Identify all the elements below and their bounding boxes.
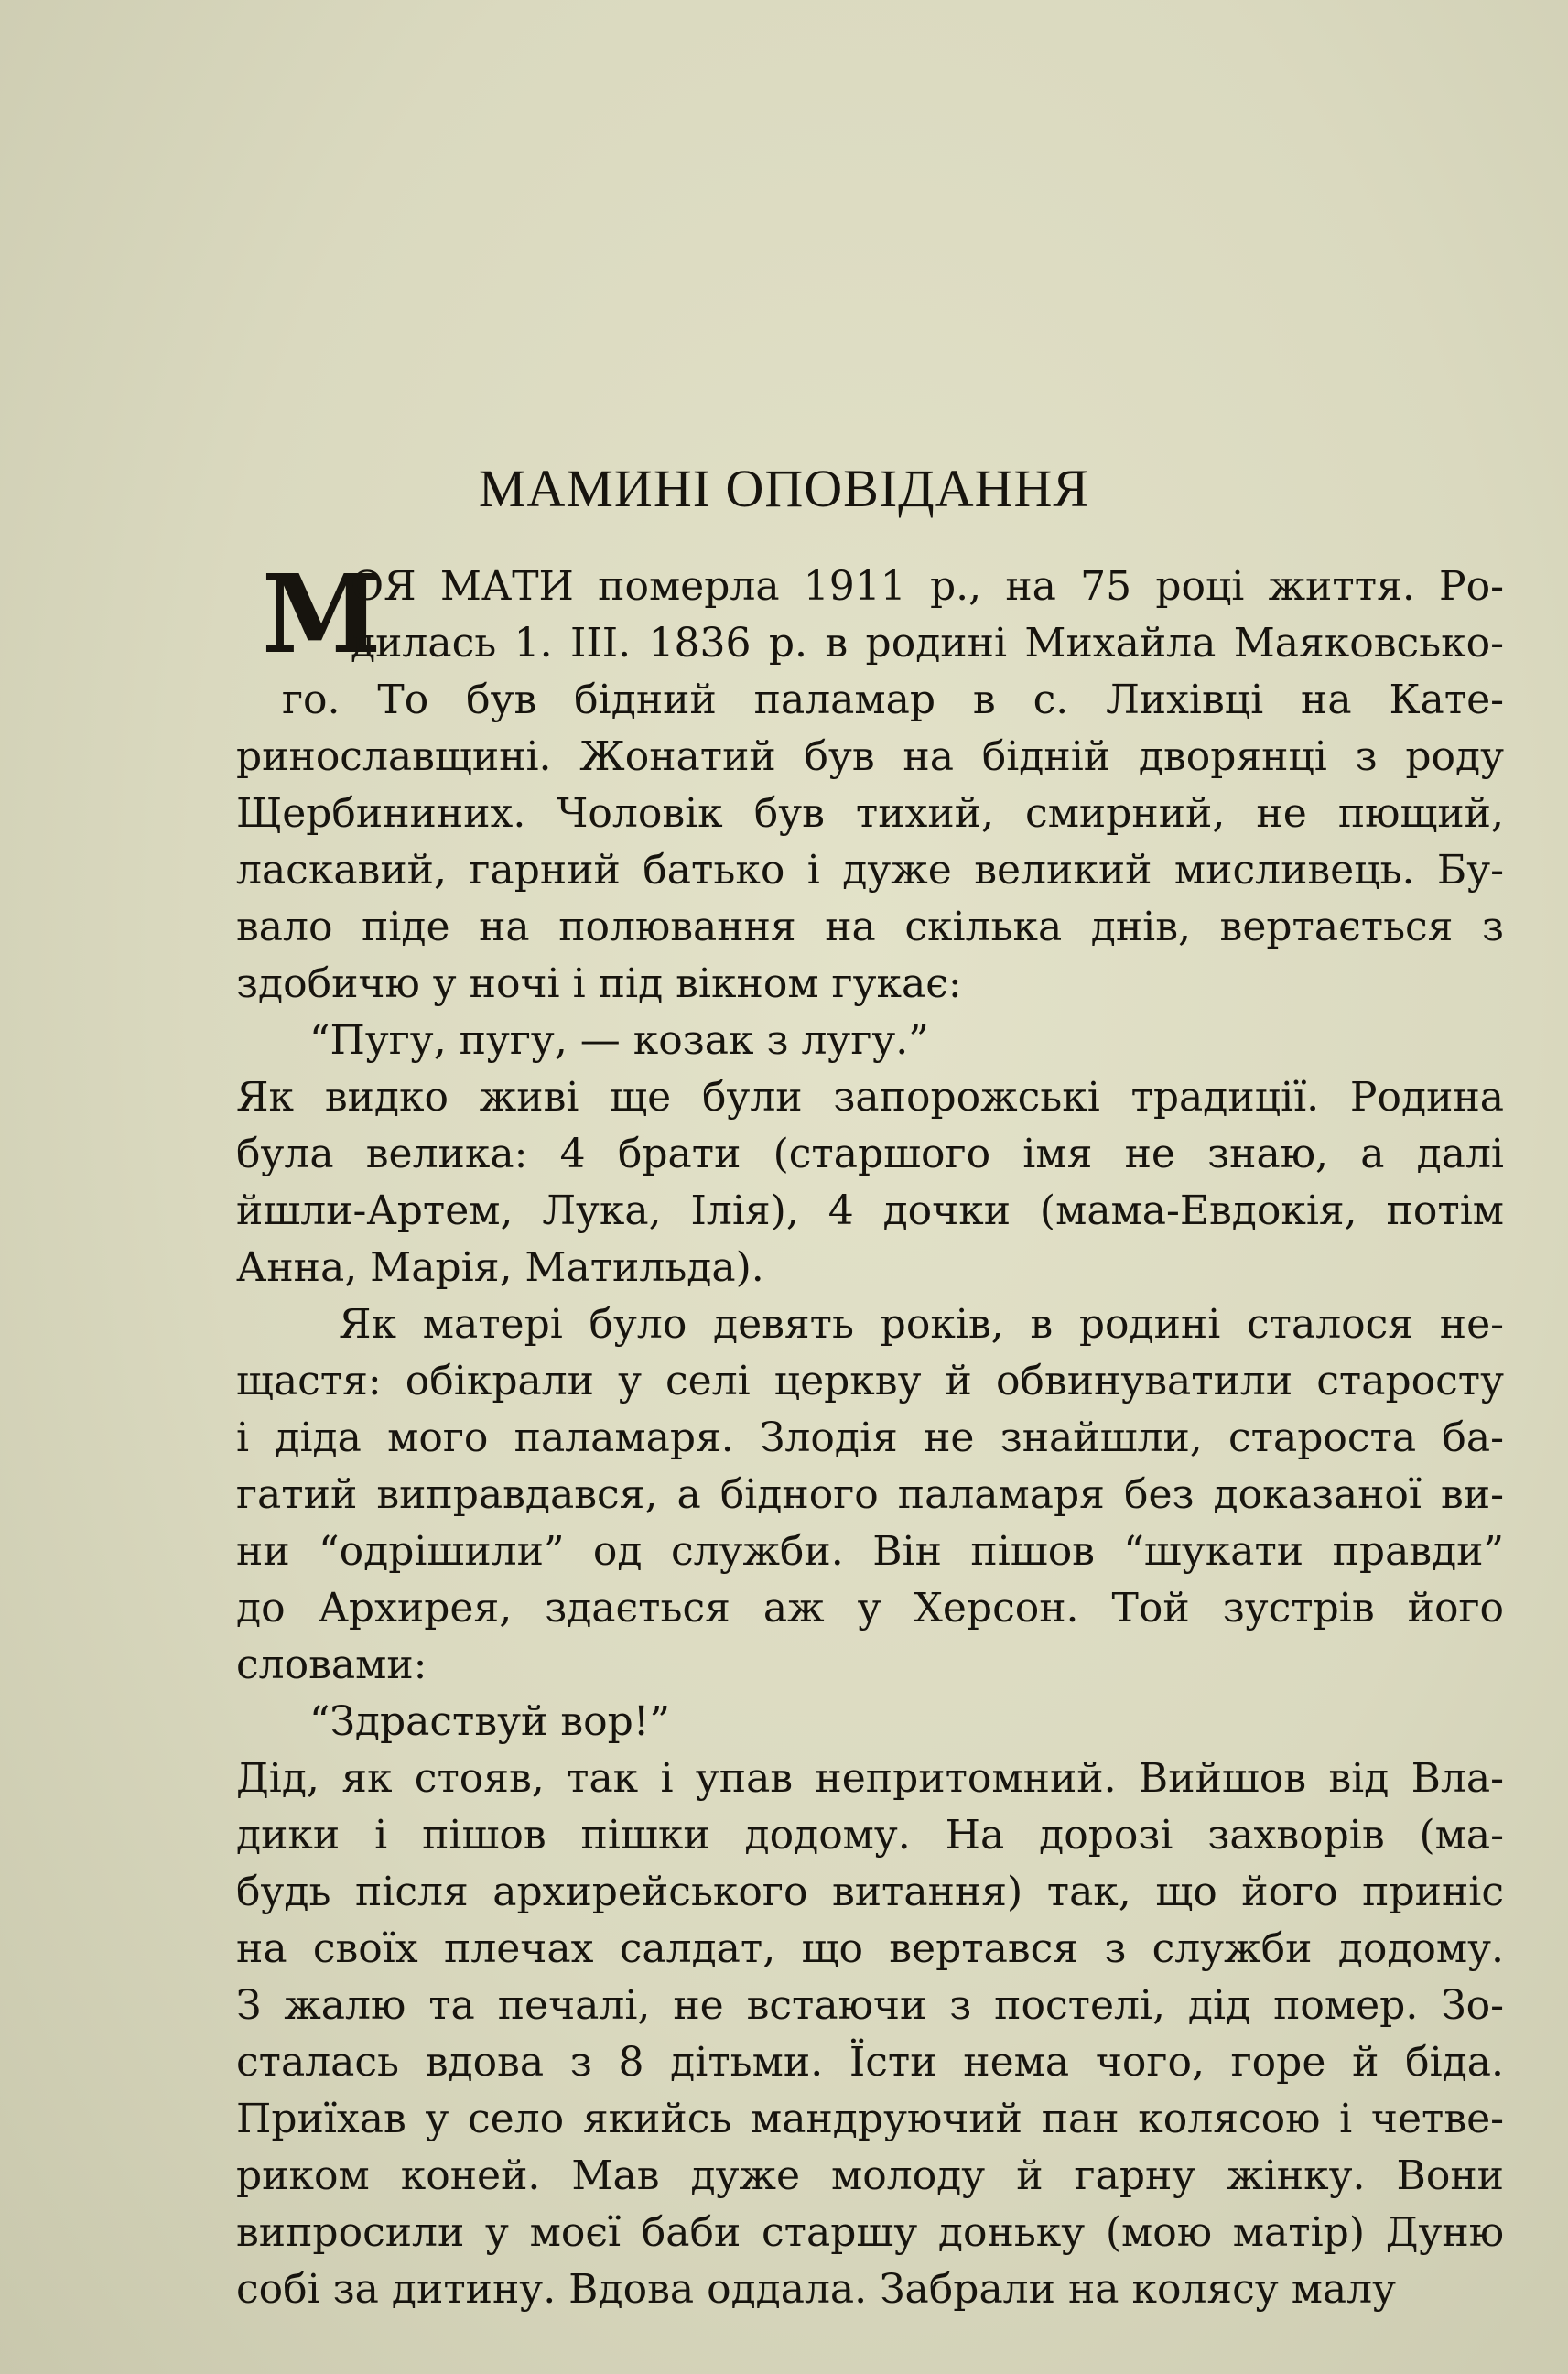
text-line: Анна, Марія, Матильда). — [236, 1244, 764, 1291]
text-line: ласкавий, гарний батько і дуже великий мисливець. Бу- — [236, 847, 1504, 894]
quote-line: “Здраствуй вор!” — [309, 1698, 670, 1745]
text-line: гатий виправдався, а бідного паламаря без доказаної ви- — [236, 1471, 1504, 1518]
text-line: ринославщині. Жонатий був на бідній дворянці з роду — [236, 733, 1504, 780]
text-line: будь після архирейського витання) так, що його приніс — [236, 1869, 1504, 1915]
text-line: здобичю у ночі і під вікном гукає: — [236, 960, 962, 1007]
text-line: Як матері було девять років, в родині сталося не- — [339, 1301, 1504, 1348]
text-line: щастя: обікрали у селі церкву й обвинуватили старосту — [236, 1358, 1504, 1404]
text-line: Як видко живі ще були запорожські традиції. Родина — [236, 1074, 1504, 1121]
text-line: до Архирея, здається аж у Херсон. Той зустрів його — [236, 1585, 1504, 1631]
text-line: Дід, як стояв, так і упав непритомний. Вийшов від Вла- — [236, 1755, 1504, 1802]
text-line: ОЯ МАТИ померла 1911 р., на 75 році життя. Ро- — [351, 563, 1504, 610]
text-line: дики і пішов пішки додому. На дорозі захворів (ма- — [236, 1812, 1504, 1859]
text-line: вало піде на полювання на скілька днів, вертається з — [236, 904, 1504, 950]
text-line: риком коней. Мав дуже молоду й гарну жінку. Вони — [236, 2152, 1504, 2199]
text-line: З жалю та печалі, не встаючи з постелі, дід помер. Зо- — [236, 1982, 1504, 2029]
text-line: ни “одрішили” од служби. Він пішов “шукати правди” — [236, 1528, 1504, 1575]
text-line: була велика: 4 брати (старшого імя не знаю, а далі — [236, 1131, 1504, 1177]
quote-line: “Пугу, пугу, — козак з лугу.” — [309, 1017, 929, 1064]
text-line: го. То був бідний паламар в с. Лихівці на Кате- — [282, 677, 1504, 723]
text-line: і діда мого паламаря. Злодія не знайшли, староста ба- — [236, 1415, 1504, 1461]
text-line: сталась вдова з 8 дітьми. Їсти нема чого, горе й біда. — [236, 2039, 1504, 2086]
text-line: випросили у моєї баби старшу доньку (мою матір) Дуню — [236, 2209, 1504, 2256]
page-title: МАМИНІ ОПОВІДАННЯ — [478, 459, 1090, 518]
text-line: йшли-Артем, Лука, Ілія), 4 дочки (мама-Евдокія, потім — [236, 1187, 1504, 1234]
drop-cap: М — [262, 550, 382, 678]
text-line: собі за дитину. Вдова оддала. Забрали на колясу малу — [236, 2266, 1396, 2313]
text-line: Приїхав у село якийсь мандруючий пан колясою і четве- — [236, 2096, 1504, 2142]
text-line: на своїх плечах салдат, що вертався з служби додому. — [236, 1925, 1504, 1972]
text-line: Щербининих. Чоловік був тихий, смирний, не пющий, — [236, 790, 1504, 837]
text-line: словами: — [236, 1642, 427, 1688]
text-line: дилась 1. III. 1836 р. в родині Михайла Маяковсько- — [351, 620, 1504, 667]
